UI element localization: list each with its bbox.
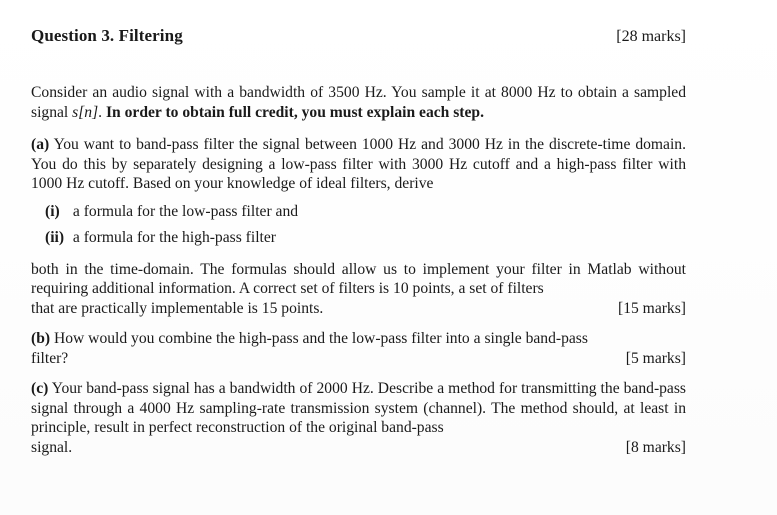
part-b-label: (b) [31,330,51,347]
part-b-paragraph [31,329,686,349]
part-c-text-last: signal. [31,438,73,456]
part-c-marks: [8 marks] [625,438,686,456]
part-b-marks: [5 marks] [625,349,686,367]
part-a-label: (a) [31,136,50,153]
credit-note: In order to obtain full credit, you must explain each step. [105,103,484,121]
intro-paragraph [31,83,686,122]
question-content [31,26,686,457]
question-total-marks: [28 marks] [616,28,686,45]
item-text: a formula for the high-pass filter [72,229,276,246]
question-header [31,26,686,48]
intro-text: Consider an audio signal with a bandwidth of 3500 Hz. You sample it at 8000 Hz to obtain a sampled signal [31,84,686,121]
part-b-text-last: filter? [31,349,69,367]
part-a-followup-text: both in the time-domain. The formulas should allow us to implement your filter in Matlab without requiring additional information. A correct set of filters is 10 points, a set of filters [31,260,686,297]
part-a-last-line [31,299,686,319]
part-a-text: You want to band-pass filter the signal between 1000 Hz and 3000 Hz in the discrete-time domain. You do this by separately designing a low-pass filter with 3000 Hz cutoff and a high-pass filter with 1000 Hz cutoff. Based on your knowledge of ideal filters, derive [31,136,686,192]
intro-text-2: . [98,103,106,121]
question-title: Question 3. Filtering [31,26,183,45]
item-text: a formula for the low-pass filter and [72,202,299,220]
part-c-text: Your band-pass signal has a bandwidth of 2000 Hz. Describe a method for transmitting the band-pass signal through a 4000 Hz sampling-rate transmission system (channel). The method should, at least in principle, result in perfect reconstruction of the original band-pass [31,380,686,436]
part-a-followup [31,260,686,299]
part-c-label: (c) [31,380,49,397]
item-number: (i) [45,202,60,220]
list-item [45,228,686,248]
part-a-paragraph [31,135,686,194]
part-b-text: How would you combine the high-pass and the low-pass filter into a single band-pass [50,330,588,347]
part-b-last-line [31,349,686,369]
item-number: (ii) [45,229,65,246]
part-a-marks: [15 marks] [618,299,686,317]
part-a-followup-last: that are practically implementable is 15 points. [31,299,324,317]
list-item [45,202,686,222]
signal-symbol: s[n] [72,103,99,121]
part-c-paragraph [31,379,686,438]
part-c-last-line [31,438,686,458]
